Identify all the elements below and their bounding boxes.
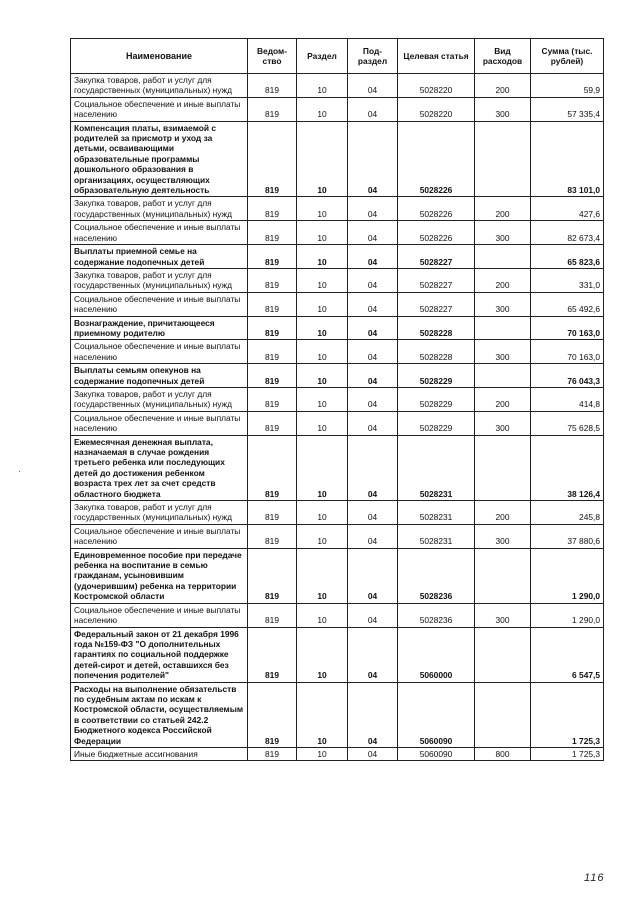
cell-target: 5028229 (398, 411, 475, 435)
cell-target: 5028227 (398, 245, 475, 269)
cell-name: Единовременное пособие при передаче ребенка на воспитание в семью гражданам, усыновившим (удочерившим) ребенка на территории Костромской области (71, 548, 248, 603)
cell-section: 10 (297, 316, 348, 340)
cell-target: 5060000 (398, 627, 475, 682)
cell-dept: 819 (248, 747, 297, 760)
cell-target: 5028220 (398, 97, 475, 121)
table-row (71, 501, 604, 525)
cell-subsection: 04 (348, 682, 398, 747)
cell-target: 5028220 (398, 74, 475, 98)
cell-name: Иные бюджетные ассигнования (71, 747, 248, 760)
cell-name: Социальное обеспечение и иные выплаты населению (71, 292, 248, 316)
cell-name: Социальное обеспечение и иные выплаты населению (71, 411, 248, 435)
cell-target: 5028228 (398, 316, 475, 340)
cell-sum: 1 725,3 (531, 682, 604, 747)
cell-target: 5028226 (398, 197, 475, 221)
cell-type: 200 (475, 501, 531, 525)
margin-dot: · (18, 466, 21, 476)
cell-type (475, 548, 531, 603)
cell-sum: 1 290,0 (531, 548, 604, 603)
cell-name: Федеральный закон от 21 декабря 1996 года №159-ФЗ "О дополнительных гарантиях по социальной поддержке детей-сирот и детей, оставшихся без попечения родителей" (71, 627, 248, 682)
cell-type: 300 (475, 292, 531, 316)
cell-section: 10 (297, 682, 348, 747)
cell-name: Закупка товаров, работ и услуг для государственных (муниципальных) нужд (71, 387, 248, 411)
table-row (71, 268, 604, 292)
cell-dept: 819 (248, 364, 297, 388)
cell-type: 300 (475, 524, 531, 548)
cell-subsection: 04 (348, 97, 398, 121)
cell-target: 5028226 (398, 121, 475, 197)
cell-section: 10 (297, 97, 348, 121)
cell-subsection: 04 (348, 245, 398, 269)
cell-subsection: 04 (348, 121, 398, 197)
cell-section: 10 (297, 435, 348, 500)
cell-target: 5060090 (398, 747, 475, 760)
cell-target: 5028227 (398, 268, 475, 292)
header-type: Вид расходов (475, 39, 531, 74)
cell-section: 10 (297, 603, 348, 627)
header-target: Целевая статья (398, 39, 475, 74)
table-row (71, 316, 604, 340)
cell-section: 10 (297, 548, 348, 603)
cell-section: 10 (297, 245, 348, 269)
header-dept: Ведом-ство (248, 39, 297, 74)
table-row (71, 292, 604, 316)
cell-dept: 819 (248, 682, 297, 747)
cell-type: 300 (475, 340, 531, 364)
cell-sum: 414,8 (531, 387, 604, 411)
cell-target: 5028229 (398, 387, 475, 411)
cell-subsection: 04 (348, 603, 398, 627)
cell-section: 10 (297, 364, 348, 388)
cell-section: 10 (297, 627, 348, 682)
cell-subsection: 04 (348, 435, 398, 500)
cell-subsection: 04 (348, 387, 398, 411)
cell-subsection: 04 (348, 292, 398, 316)
cell-target: 5028236 (398, 548, 475, 603)
cell-section: 10 (297, 197, 348, 221)
table-row (71, 121, 604, 197)
table-row (71, 627, 604, 682)
cell-name: Закупка товаров, работ и услуг для государственных (муниципальных) нужд (71, 501, 248, 525)
cell-sum: 82 673,4 (531, 221, 604, 245)
cell-name: Социальное обеспечение и иные выплаты населению (71, 603, 248, 627)
cell-section: 10 (297, 121, 348, 197)
cell-dept: 819 (248, 627, 297, 682)
cell-sum: 76 043,3 (531, 364, 604, 388)
cell-dept: 819 (248, 245, 297, 269)
cell-dept: 819 (248, 268, 297, 292)
cell-subsection: 04 (348, 364, 398, 388)
cell-type (475, 435, 531, 500)
cell-subsection: 04 (348, 268, 398, 292)
cell-target: 5028228 (398, 340, 475, 364)
cell-dept: 819 (248, 221, 297, 245)
cell-dept: 819 (248, 524, 297, 548)
cell-subsection: 04 (348, 221, 398, 245)
cell-target: 5028231 (398, 501, 475, 525)
cell-sum: 57 335,4 (531, 97, 604, 121)
table-row (71, 411, 604, 435)
table-header-row (71, 39, 604, 74)
cell-section: 10 (297, 221, 348, 245)
cell-sum: 65 823,6 (531, 245, 604, 269)
cell-dept: 819 (248, 603, 297, 627)
cell-name: Закупка товаров, работ и услуг для государственных (муниципальных) нужд (71, 268, 248, 292)
cell-name: Выплаты семьям опекунов на содержание подопечных детей (71, 364, 248, 388)
cell-subsection: 04 (348, 197, 398, 221)
cell-section: 10 (297, 501, 348, 525)
cell-dept: 819 (248, 387, 297, 411)
cell-name: Социальное обеспечение и иные выплаты населению (71, 340, 248, 364)
cell-name: Компенсация платы, взимаемой с родителей за присмотр и уход за детьми, осваивающими образовательные программы дошкольного образования в организациях, осуществляющих образовательную деятельность (71, 121, 248, 197)
cell-type: 200 (475, 74, 531, 98)
cell-type (475, 245, 531, 269)
cell-target: 5028231 (398, 524, 475, 548)
cell-type: 200 (475, 197, 531, 221)
cell-type: 800 (475, 747, 531, 760)
cell-name: Выплаты приемной семье на содержание подопечных детей (71, 245, 248, 269)
cell-type (475, 316, 531, 340)
cell-name: Ежемесячная денежная выплата, назначаемая в случае рождения третьего ребенка или последующих детей до достижения ребенком возраста трех лет за счет средств областного бюджета (71, 435, 248, 500)
table-row (71, 747, 604, 760)
header-name: Наименование (71, 39, 248, 74)
cell-subsection: 04 (348, 548, 398, 603)
header-sum: Сумма (тыс. рублей) (531, 39, 604, 74)
cell-dept: 819 (248, 501, 297, 525)
cell-sum: 245,8 (531, 501, 604, 525)
table-row (71, 221, 604, 245)
cell-dept: 819 (248, 97, 297, 121)
cell-name: Закупка товаров, работ и услуг для государственных (муниципальных) нужд (71, 74, 248, 98)
table-row (71, 682, 604, 747)
cell-type (475, 121, 531, 197)
header-section: Раздел (297, 39, 348, 74)
cell-dept: 819 (248, 74, 297, 98)
cell-target: 5028229 (398, 364, 475, 388)
cell-sum: 1 725,3 (531, 747, 604, 760)
cell-type: 300 (475, 221, 531, 245)
table-body (71, 74, 604, 761)
table-row (71, 364, 604, 388)
cell-subsection: 04 (348, 316, 398, 340)
cell-subsection: 04 (348, 747, 398, 760)
cell-section: 10 (297, 268, 348, 292)
cell-name: Социальное обеспечение и иные выплаты населению (71, 97, 248, 121)
cell-type: 200 (475, 387, 531, 411)
cell-type (475, 627, 531, 682)
cell-dept: 819 (248, 121, 297, 197)
cell-dept: 819 (248, 197, 297, 221)
cell-subsection: 04 (348, 411, 398, 435)
page-mark: 116 (584, 872, 605, 884)
cell-sum: 59,9 (531, 74, 604, 98)
cell-sum: 83 101,0 (531, 121, 604, 197)
cell-subsection: 04 (348, 524, 398, 548)
table-row (71, 245, 604, 269)
cell-section: 10 (297, 747, 348, 760)
cell-sum: 70 163,0 (531, 340, 604, 364)
cell-sum: 75 628,5 (531, 411, 604, 435)
cell-sum: 37 880,6 (531, 524, 604, 548)
cell-name: Расходы на выполнение обязательств по судебным актам по искам к Костромской области, осуществляемым в соответствии со статьей 242.2 Бюджетного кодекса Российской Федерации (71, 682, 248, 747)
cell-section: 10 (297, 411, 348, 435)
budget-table (70, 38, 604, 761)
cell-section: 10 (297, 387, 348, 411)
cell-subsection: 04 (348, 340, 398, 364)
cell-section: 10 (297, 524, 348, 548)
cell-sum: 1 290,0 (531, 603, 604, 627)
cell-dept: 819 (248, 548, 297, 603)
table-row (71, 524, 604, 548)
header-subsection: Под-раздел (348, 39, 398, 74)
cell-target: 5028231 (398, 435, 475, 500)
cell-dept: 819 (248, 340, 297, 364)
cell-name: Социальное обеспечение и иные выплаты населению (71, 221, 248, 245)
cell-type: 300 (475, 97, 531, 121)
cell-sum: 38 126,4 (531, 435, 604, 500)
table-row (71, 548, 604, 603)
cell-dept: 819 (248, 316, 297, 340)
cell-sum: 331,0 (531, 268, 604, 292)
cell-type (475, 682, 531, 747)
table-row (71, 74, 604, 98)
table-row (71, 97, 604, 121)
table-row (71, 603, 604, 627)
cell-sum: 70 163,0 (531, 316, 604, 340)
cell-type: 300 (475, 411, 531, 435)
table-row (71, 387, 604, 411)
cell-type (475, 364, 531, 388)
cell-dept: 819 (248, 292, 297, 316)
cell-subsection: 04 (348, 74, 398, 98)
cell-section: 10 (297, 340, 348, 364)
cell-section: 10 (297, 74, 348, 98)
cell-dept: 819 (248, 435, 297, 500)
cell-target: 5028236 (398, 603, 475, 627)
table-row (71, 197, 604, 221)
cell-dept: 819 (248, 411, 297, 435)
cell-type: 300 (475, 603, 531, 627)
table-row (71, 435, 604, 500)
table-row (71, 340, 604, 364)
cell-subsection: 04 (348, 501, 398, 525)
cell-sum: 427,6 (531, 197, 604, 221)
cell-target: 5028226 (398, 221, 475, 245)
cell-section: 10 (297, 292, 348, 316)
cell-name: Закупка товаров, работ и услуг для государственных (муниципальных) нужд (71, 197, 248, 221)
cell-subsection: 04 (348, 627, 398, 682)
cell-sum: 6 547,5 (531, 627, 604, 682)
cell-target: 5060090 (398, 682, 475, 747)
cell-name: Вознаграждение, причитающееся приемному родителю (71, 316, 248, 340)
cell-type: 200 (475, 268, 531, 292)
cell-name: Социальное обеспечение и иные выплаты населению (71, 524, 248, 548)
cell-sum: 65 492,6 (531, 292, 604, 316)
cell-target: 5028227 (398, 292, 475, 316)
